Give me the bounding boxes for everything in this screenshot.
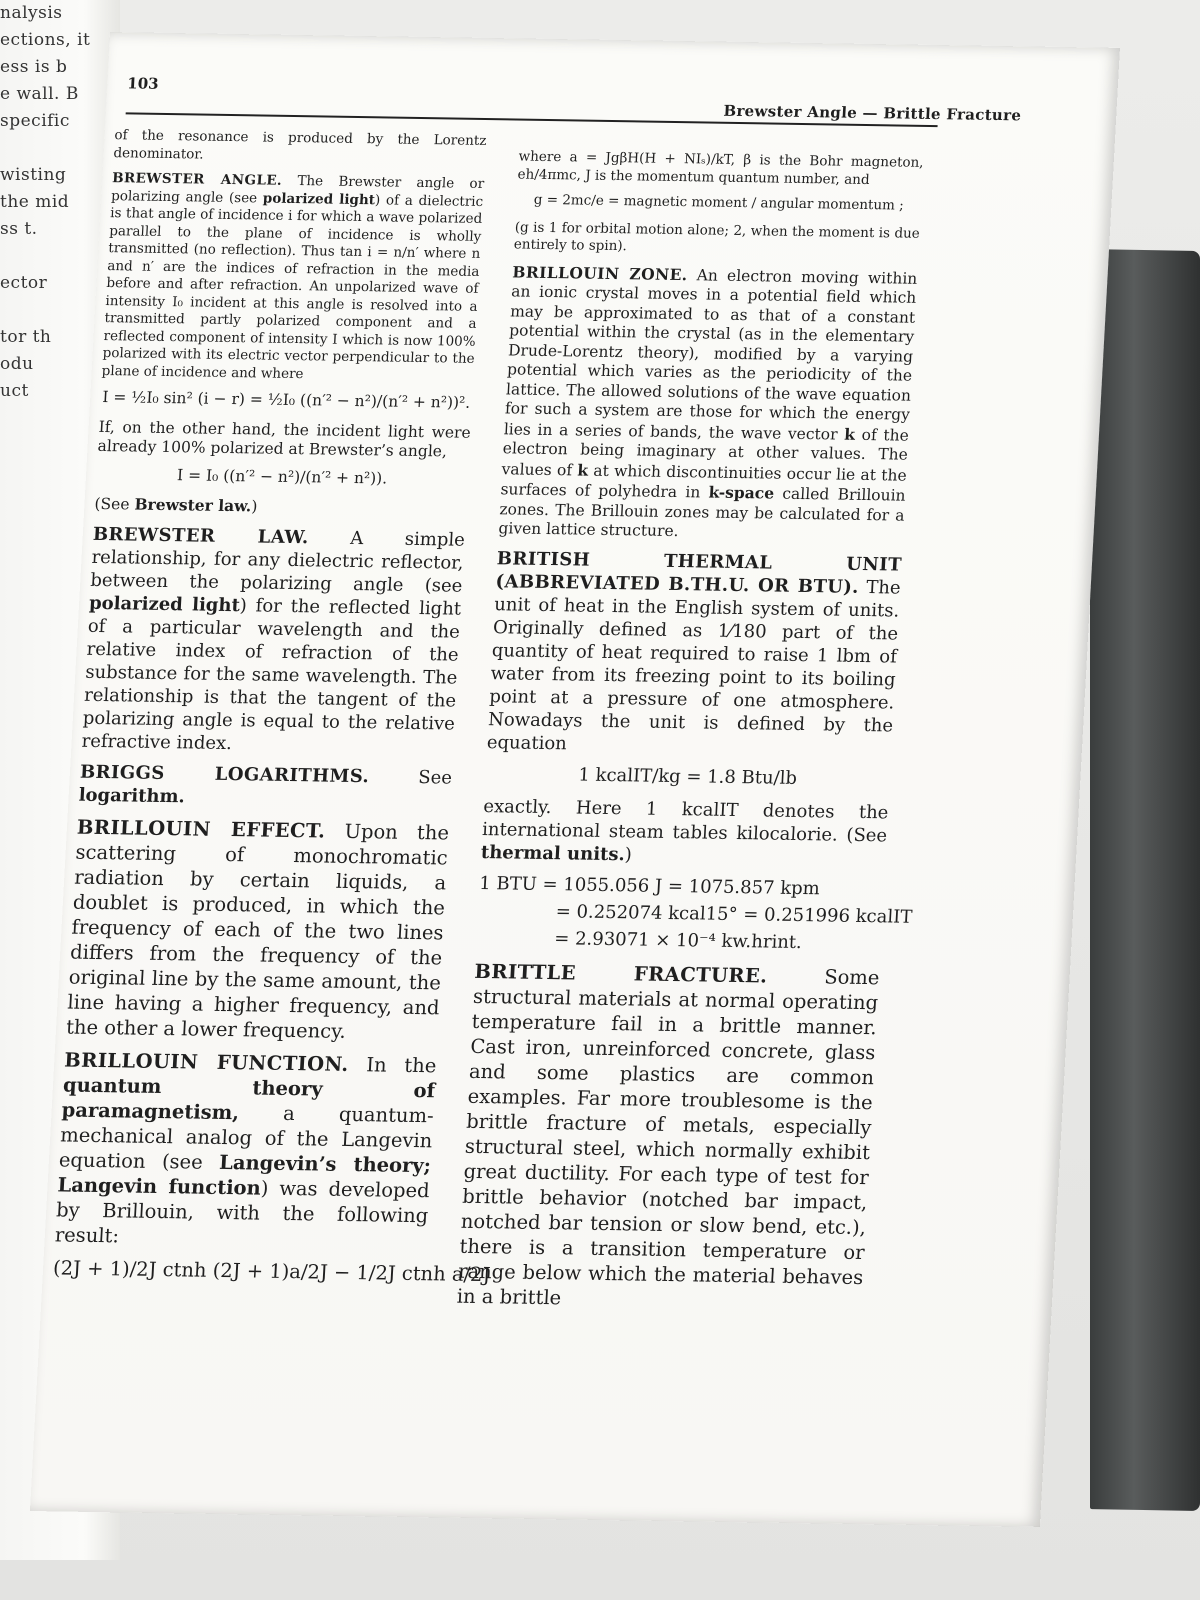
equation-g-factor: g = 2mc/e = magnetic moment / angular momentum ; [533,191,905,214]
cross-ref-link[interactable]: polarized light [88,592,241,616]
entry-brillouin-effect [66,814,450,1045]
entry-briggs-logarithms [78,760,452,812]
where-text: where a = JgβH(H + NIₛ)/kT, β is the Bohr magneton, eh/4πmc, J is the momentum quantum number, and [517,148,925,188]
cross-ref-link[interactable]: logarithm. [78,784,186,807]
entry-text: If, on the other hand, the incident light were already 100% polarized at Brewster’s angle, [97,417,472,461]
entry-text: See [417,766,453,789]
equation-line: = 0.252074 kcal15° = 0.251996 kcalIT [555,900,913,928]
equation-btu-conversions [476,871,913,954]
entry-text: An electron moving within an ionic crystal moves in a potential field which may be approximated to as that of a constant potential within the crystal (as in the elementary Drude-Lorentz theory), modified by a varying potential which varies as the periodicity of the lattice. The allowed solutions of the wave equation for such a system are those for which the energy lies in a series of bands, the wave vector [503,265,918,444]
equation-brewster-intensity: I = ½I₀ sin² (i − r) = ½I₀ ((n′² − n²)/(n′² + n²))². [101,387,471,412]
equation-brillouin-function: (2J + 1)/2J ctnh (2J + 1)a/2J − 1/2J ctnh a/2J [52,1255,492,1286]
cross-ref-link[interactable]: Brewster law. [133,494,252,516]
entry-brillouin-function [54,1047,437,1253]
entry-head: BRILLOUIN EFFECT. [76,815,327,843]
cross-ref-link[interactable]: quantum theory of paramagnetism, [61,1072,436,1124]
entry-brittle-fracture [456,958,880,1314]
entry-text: The unit of heat in the English system of units. Originally defined as 1⁄180 part of the quantity of heat required to raise 1 lbm of water from its freezing point to its boiling point at a pressure of one atmosphere. Nowadays the unit is defined by the equation [486,576,902,754]
entry-text: of the electron being imaginary at other values. The values of [501,425,910,479]
entry-text: A simple relationship, for any dielectric reflector, between the polarizing angle (see [89,527,466,597]
entry-head: BREWSTER ANGLE. [111,170,283,189]
entry-text: The Brewster angle or polarizing angle (see [110,173,485,206]
book-cover-edge [1090,249,1200,1511]
cross-ref-link[interactable]: polarized light [262,189,376,208]
see-prefix: (See [94,494,131,514]
equation-kcal-definition: 1 kcalIT/kg = 1.8 Btu/lb [577,764,798,789]
cross-ref-link[interactable]: k-space [708,482,775,503]
g-note: (g is 1 for orbital motion alone; 2, when the moment is due entirely to spin). [513,218,921,255]
entry-text: exactly. Here 1 kcalIT denotes the international steam tables kilocalorie. (See [481,795,889,846]
left-column [52,127,492,1295]
entry-text: ) was developed by Brillouin, with the following result: [54,1176,431,1247]
entry-text: In the [365,1052,438,1077]
right-column [456,149,924,1323]
entry-text-continued [480,795,889,870]
bold-symbol: k [843,424,856,444]
entry-british-thermal-unit [486,547,902,760]
entry-text: ) [624,843,633,865]
resonance-tail: of the resonance is produced by the Lorentz denominator. [113,127,487,163]
entry-head: BRITTLE FRACTURE. [473,959,769,988]
entry-brewster-angle [101,170,484,386]
equation-line: = 2.93071 × 10⁻⁴ kw.hrint. [553,927,803,953]
entry-text: ) of a dielectric is that angle of incidence i for which a wave polarized parallel to the plane of incidence is wholly transmitted (no reflection). Thus tan i = n/n′ where n and n′ are the indices of refraction in the media before and after refraction. An unpolarized wave of intensity I₀ incident at this angle is resolved into a transmitted partly polarized component and a reflected component of intensity I which is now 100% polarized with its electric vector perpendicular to the plane of incidence and where [101,191,484,382]
entry-text: at which discontinuities occur lie at the surfaces of polyhedra in [500,461,908,502]
page-number: 103 [126,74,160,93]
entry-text: Some structural materials at normal operating temperature fail in a brittle manner. Cast iron, unreinforced concrete, glass and some plastics are common examples. Far more troublesome is the brittle fracture of metals, especially structural steel, which normally exhibit great ductility. For each type of test for brittle behavior (notched bar impact, notched bar tension or slow bend, etc.), there is a transition temperature or range below which the material behaves in a brittle [456,964,881,1309]
entry-text: a quantum-mechanical analog of the Langevin equation (see [58,1101,435,1174]
book-page [30,32,1120,1527]
equation-brewster-polarized: I = I₀ ((n′² − n²)/(n′² + n²)). [176,465,388,487]
see-suffix: ) [250,497,258,516]
bold-symbol: k [576,459,589,480]
running-head: Brewster Angle — Brittle Fracture [723,101,1022,125]
entry-head: BRILLOUIN ZONE. [511,261,689,284]
entry-head: BRIGGS LOGARITHMS. [79,761,370,787]
entry-brillouin-zone [498,262,918,545]
see-also [94,494,467,520]
entry-text: Upon the scattering of monochromatic radiation by certain liquids, a doublet is produced, in which the frequency of each of the two lines differs from the frequency of the original line by the same amount, the line having a higher frequency, and the other a lower frequency. [65,819,450,1043]
entry-head: BREWSTER LAW. [92,523,310,548]
entry-text: called Brillouin zones. The Brillouin zones may be calculated for a given lattice structure. [498,484,907,541]
cross-ref-link[interactable]: thermal units. [480,841,626,865]
entry-brewster-law [81,522,465,758]
previous-page-text: nalysis ections, it ess is b e wall. B specific wisting the mid ss t. ector tor th odu uct [0,3,91,401]
entry-text: ) for the reflected light of a particular wavelength and the relative index of refraction of the substance for the same wavelength. The relationship is that the tangent of the polarizing angle is equal to the relative refractive index. [81,594,462,754]
entry-head: BRITISH THERMAL UNIT (ABBREVIATED B.TH.U. OR BTU). [495,547,903,598]
equation-line: 1 BTU = 1055.056 J = 1075.857 kpm [478,872,821,899]
cross-ref-link[interactable]: Langevin’s theory; Langevin function [57,1150,432,1200]
entry-head: BRILLOUIN FUNCTION. [63,1047,350,1076]
